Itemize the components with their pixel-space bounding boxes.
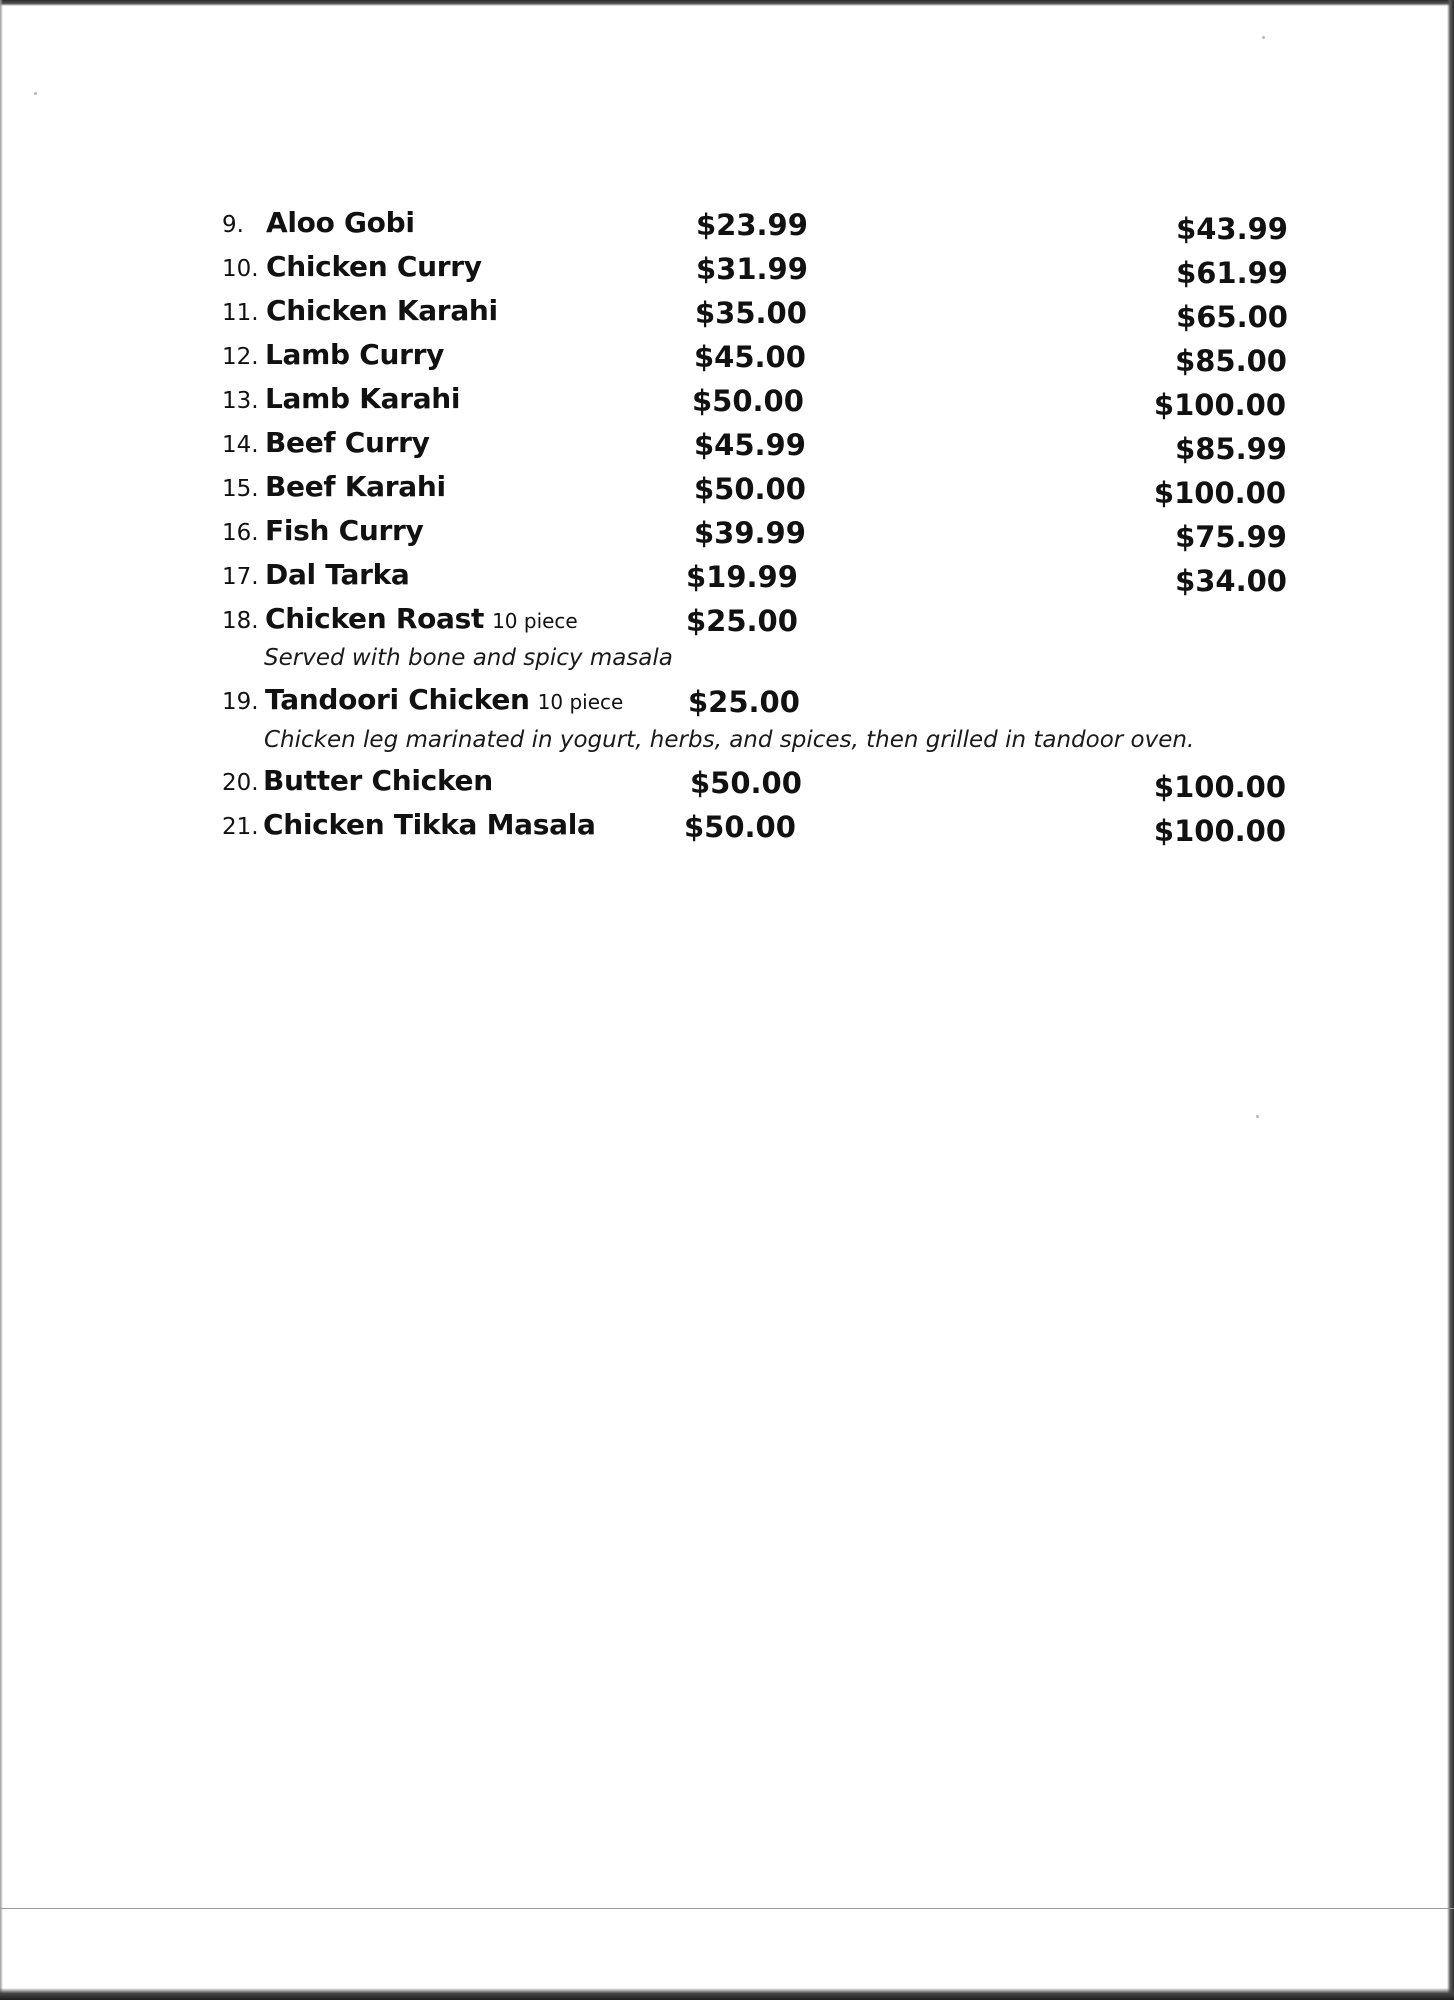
item-name-text: Tandoori Chicken [265,683,530,716]
item-name: Chicken Curry [266,250,482,283]
item-price-large: $85.99 [1175,432,1287,466]
item-price-large: $85.00 [1175,344,1287,378]
item-number: 16. [222,520,259,546]
item-name: Dal Tarka [265,558,410,591]
item-price-large: $65.00 [1176,300,1288,334]
item-number: 18. [222,608,259,634]
item-number: 17. [222,564,259,590]
menu-item [0,808,1454,848]
menu-item [0,250,1454,290]
item-price-large: $100.00 [1153,770,1286,804]
item-portion-note: 10 piece [537,690,624,714]
menu-item [0,382,1454,422]
item-price-large: $100.00 [1153,476,1286,510]
item-price-small: $45.99 [694,428,806,462]
menu-item [0,602,1454,642]
item-price-small: $31.99 [696,252,808,286]
item-number: 12. [222,344,259,370]
item-name: Beef Karahi [265,470,446,503]
item-name [265,683,623,716]
item-price-small: $45.00 [694,340,806,374]
menu-item [0,338,1454,378]
item-name: Lamb Curry [265,338,445,371]
item-number: 13. [222,388,259,414]
item-price-small: $50.00 [692,384,804,418]
item-price-large: $34.00 [1175,564,1287,598]
item-name: Aloo Gobi [266,206,415,239]
item-price-large: $61.99 [1176,256,1288,290]
item-price-small: $39.99 [694,516,806,550]
item-name: Lamb Karahi [265,382,461,415]
item-price-small: $23.99 [696,208,808,242]
item-name-text: Chicken Roast [265,602,485,635]
item-price-small: $50.00 [684,810,796,844]
item-description: Served with bone and spicy masala [264,645,673,671]
item-name: Chicken Karahi [266,294,498,327]
item-price-large: $43.99 [1176,212,1288,246]
item-name: Fish Curry [265,514,424,547]
item-number: 21. [222,814,259,840]
item-price-small: $35.00 [695,296,807,330]
menu-item [0,294,1454,334]
item-price-large: $100.00 [1153,388,1286,422]
menu-item [0,206,1454,246]
item-price-small: $19.99 [686,560,798,594]
item-price-small: $50.00 [690,766,802,800]
item-price-large: $100.00 [1153,814,1286,848]
item-name: Beef Curry [265,426,430,459]
item-price-large: $75.99 [1175,520,1287,554]
item-number: 20. [222,770,259,796]
item-name [265,602,578,635]
menu-item [0,683,1454,723]
item-number: 9. [222,212,244,238]
menu-item [0,470,1454,510]
item-price-small: $50.00 [694,472,806,506]
item-number: 14. [222,432,259,458]
menu-item [0,514,1454,554]
item-price-small: $25.00 [688,685,800,719]
item-price-small: $25.00 [686,604,798,638]
item-description: Chicken leg marinated in yogurt, herbs, and spices, then grilled in tandoor oven. [264,727,1195,753]
menu-item [0,558,1454,598]
item-number: 19. [222,689,259,715]
item-portion-note: 10 piece [492,609,578,633]
item-number: 10. [222,256,259,282]
item-name: Butter Chicken [263,764,493,797]
item-number: 15. [222,476,259,502]
item-number: 11. [222,300,259,326]
menu-item [0,764,1454,804]
item-name: Chicken Tikka Masala [263,808,596,841]
menu-item [0,426,1454,466]
